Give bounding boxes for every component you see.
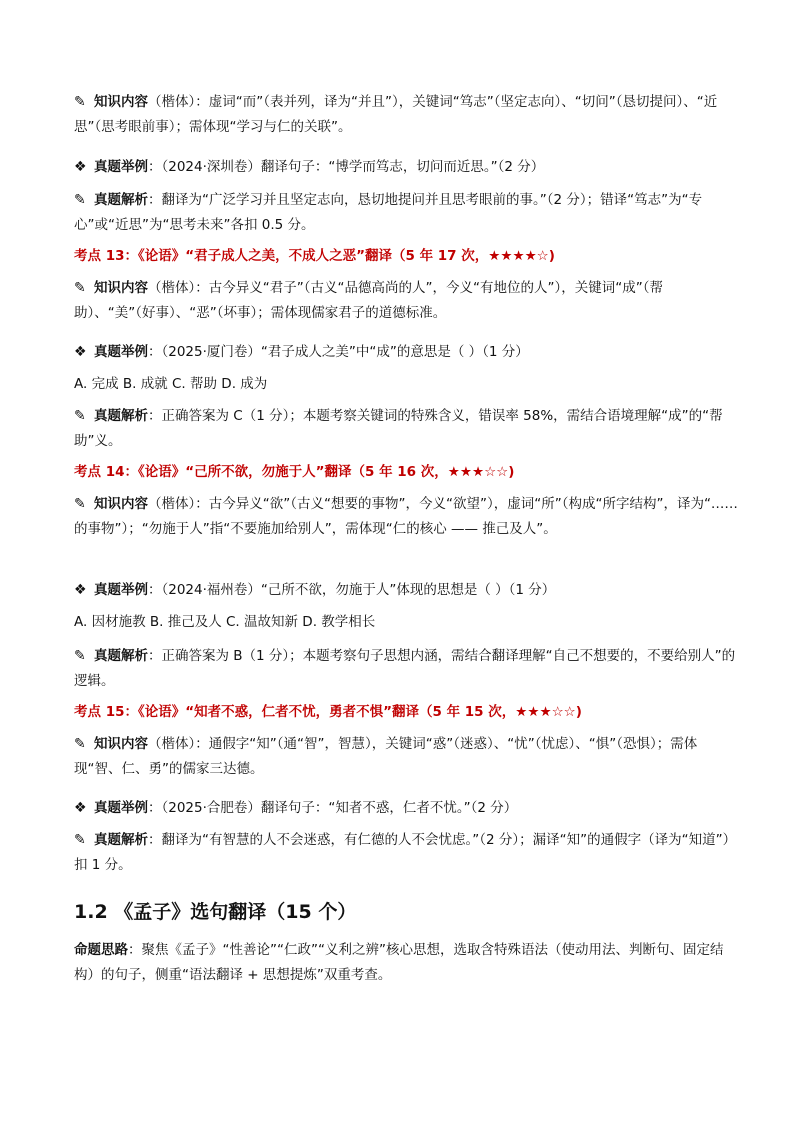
diamond-bullet-icon: ❖	[74, 159, 87, 175]
text: （楷体）：古今异义“欲”（古义“想要的事物”，今义“欲望”），虚词“所”（构成“所字结构”，译为“…… 的事物”）；“勿施于人”指“不要施加给别人”，需体现“仁的核心 —— 推己及人”。	[74, 496, 738, 537]
exam-analysis-14	[74, 644, 738, 694]
label: 知识内容	[94, 94, 148, 110]
proposition-approach	[74, 938, 738, 988]
exam-analysis-13	[74, 404, 738, 454]
diamond-bullet-icon: ❖	[74, 344, 87, 360]
text: ：正确答案为 B（1 分）；本题考察句子思想内涵，需结合翻译理解“自己不想要的，不要给别人”的逻辑。	[74, 648, 736, 689]
label: 真题解析	[94, 832, 148, 848]
pencil-icon: ✎	[74, 192, 86, 208]
label: 命题思路	[74, 942, 128, 958]
text: （楷体）：通假字“知”（通“智”，智慧），关键词“惑”（迷惑）、“忧”（忧虑）、“惧”（恐惧）；需体现“智、仁、勇”的儒家三达德。	[74, 736, 698, 777]
text: ：正确答案为 C（1 分）；本题考察关键词的特殊含义，错误率 58%，需结合语境理解“成”的“帮助”义。	[74, 408, 723, 449]
text: ：翻译为“有智慧的人不会迷惑，有仁德的人不会忧虑。”（2 分）；漏译“知”的通假字（译为“知道”）扣 1 分。	[74, 832, 737, 873]
text: ：（2024·福州卷）“己所不欲，勿施于人”体现的思想是（ ）（1 分）	[148, 582, 556, 598]
pencil-icon: ✎	[74, 832, 86, 848]
diamond-bullet-icon: ❖	[74, 582, 87, 598]
label: 知识内容	[94, 736, 148, 752]
exam-analysis-12	[74, 188, 738, 238]
title: 考点 14：《论语》“己所不欲，勿施于人”翻译（5 年 16 次，	[74, 464, 448, 480]
knowledge-content-12	[74, 90, 738, 140]
section-heading: 1.2 《孟子》选句翻译（15 个）	[74, 901, 357, 923]
label: 真题举例	[94, 582, 148, 598]
pencil-icon: ✎	[74, 408, 86, 424]
pencil-icon: ✎	[74, 280, 86, 296]
rating-stars: ★★★★☆)	[488, 248, 555, 264]
text: ：聚焦《孟子》“性善论”“仁政”“义利之辨”核心思想，选取含特殊语法（使动用法、判断句、固定结构）的句子，侧重“语法翻译 + 思想提炼”双重考查。	[74, 942, 724, 983]
knowledge-content-13	[74, 276, 738, 326]
label: 真题举例	[94, 159, 148, 175]
knowledge-content-14	[74, 492, 738, 542]
label: 真题举例	[94, 800, 148, 816]
kaodian-15-heading	[74, 700, 738, 725]
options-13: A. 完成 B. 成就 C. 帮助 D. 成为	[74, 376, 268, 392]
kaodian-13-heading	[74, 244, 738, 269]
exam-example-14	[74, 578, 738, 603]
text: （楷体）：虚词“而”（表并列，译为“并且”），关键词“笃志”（坚定志向）、“切问”（恳切提问）、“近思”（思考眼前事）；需体现“学习与仁的关联”。	[74, 94, 718, 135]
diamond-bullet-icon: ❖	[74, 800, 87, 816]
text: ：翻译为“广泛学习并且坚定志向，恳切地提问并且思考眼前的事。”（2 分）；错译“笃志”为“专心”或“近思”为“思考未来”各扣 0.5 分。	[74, 192, 703, 233]
exam-example-12	[74, 155, 738, 180]
exam-example-13	[74, 340, 738, 365]
title: 考点 13：《论语》“君子成人之美，不成人之恶”翻译（5 年 17 次，	[74, 248, 489, 264]
text: ：（2025·合肥卷）翻译句子：“知者不惑，仁者不忧。”（2 分）	[148, 800, 518, 816]
exam-example-15	[74, 796, 738, 821]
label: 真题解析	[94, 648, 148, 664]
rating-stars: ★★★☆☆)	[447, 464, 515, 480]
label: 知识内容	[94, 280, 148, 296]
label: 真题举例	[94, 344, 148, 360]
label: 真题解析	[94, 408, 148, 424]
label: 真题解析	[94, 192, 148, 208]
exam-analysis-15	[74, 828, 738, 878]
text: ：（2024·深圳卷）翻译句子：“博学而笃志，切问而近思。”（2 分）	[148, 159, 545, 175]
knowledge-content-15	[74, 732, 738, 782]
pencil-icon: ✎	[74, 94, 86, 110]
text: ：（2025·厦门卷）“君子成人之美”中“成”的意思是（ ）（1 分）	[148, 344, 529, 360]
label: 知识内容	[94, 496, 148, 512]
options-14: A. 因材施教 B. 推己及人 C. 温故知新 D. 教学相长	[74, 614, 376, 630]
title: 考点 15：《论语》“知者不惑，仁者不忧，勇者不惧”翻译（5 年 15 次，	[74, 704, 516, 720]
pencil-icon: ✎	[74, 648, 86, 664]
pencil-icon: ✎	[74, 496, 86, 512]
kaodian-14-heading	[74, 460, 738, 485]
rating-stars: ★★★☆☆)	[515, 704, 582, 720]
text: （楷体）：古今异义“君子”（古义“品德高尚的人”，今义“有地位的人”），关键词“成”（帮助）、“美”（好事）、“恶”（坏事）；需体现儒家君子的道德标准。	[74, 280, 663, 321]
pencil-icon: ✎	[74, 736, 86, 752]
